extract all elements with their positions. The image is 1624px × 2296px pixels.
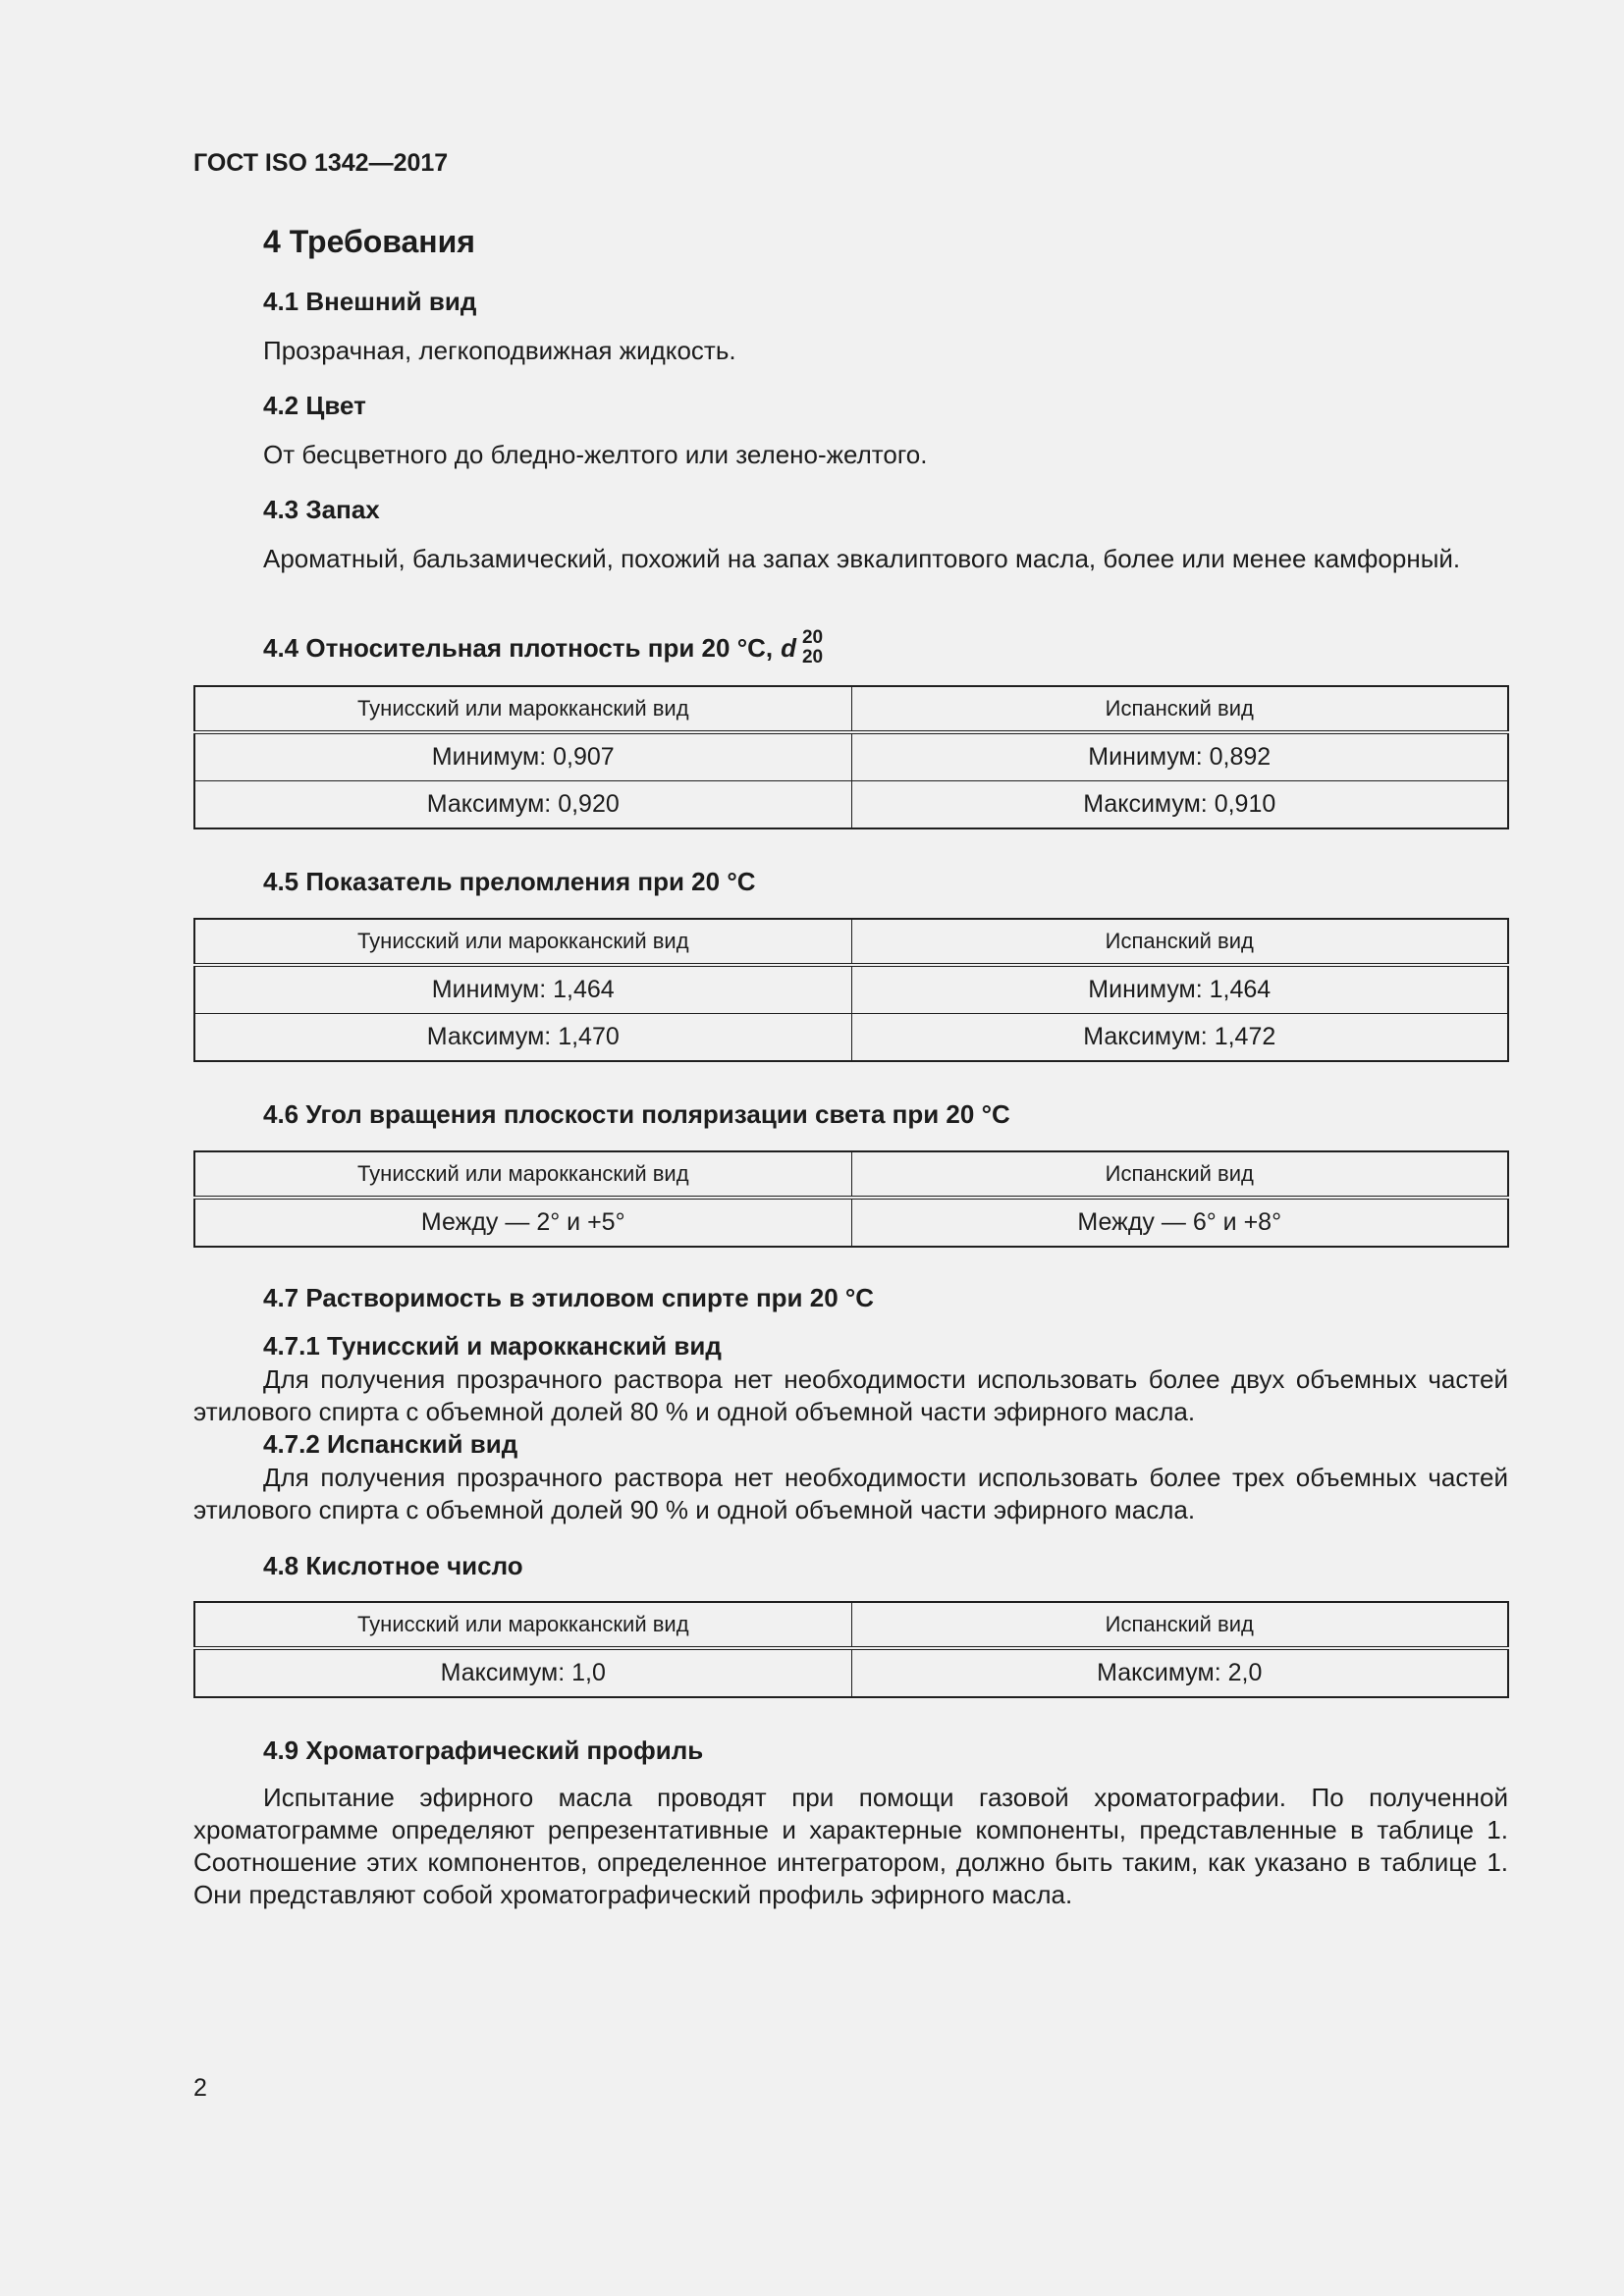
table-row (194, 965, 1508, 1014)
header-cell: Тунисский или марокканский вид (194, 686, 851, 732)
header-cell: Тунисский или марокканский вид (194, 1151, 851, 1198)
table-cell: Минимум: 1,464 (194, 965, 851, 1014)
table-cell: Максимум: 0,910 (851, 781, 1508, 829)
heading-4-4-text: 4.4 Относительная плотность при 20 °C, (263, 632, 774, 663)
table-cell: Минимум: 1,464 (851, 965, 1508, 1014)
table-cell: Максимум: 1,470 (194, 1014, 851, 1062)
text-4-2: От бесцветного до бледно-желтого или зелено-желтого. (263, 440, 928, 469)
header-cell: Тунисский или марокканский вид (194, 919, 851, 965)
document-code: ГОСТ ISO 1342—2017 (193, 149, 449, 177)
text-4-7-1: Для получения прозрачного раствора нет необходимости использовать более двух объемных частей этилового спирта с объемной долей 80 % и одной объемной части эфирного масла. (193, 1364, 1508, 1426)
density-symbol: d (781, 632, 796, 663)
table-header-row (194, 919, 1508, 965)
table-cell: Минимум: 0,907 (194, 732, 851, 781)
header-cell: Испанский вид (851, 919, 1508, 965)
heading-4-8: 4.8 Кислотное число (263, 1551, 523, 1580)
table-optical-rotation (193, 1150, 1509, 1248)
heading-4-4 (263, 628, 823, 667)
table-cell: Между — 6° и +8° (851, 1198, 1508, 1247)
table-cell: Минимум: 0,892 (851, 732, 1508, 781)
density-sub: 20 (801, 647, 824, 667)
table-cell: Максимум: 0,920 (194, 781, 851, 829)
table-cell: Между — 2° и +5° (194, 1198, 851, 1247)
table-cell: Максимум: 1,0 (194, 1648, 851, 1697)
text-4-3: Ароматный, бальзамический, похожий на запах эвкалиптового масла, более или менее камфорный. (263, 544, 1461, 573)
table-row (194, 1014, 1508, 1062)
heading-4-1: 4.1 Внешний вид (263, 287, 477, 316)
table-row (194, 1198, 1508, 1247)
table-cell: Максимум: 1,472 (851, 1014, 1508, 1062)
table-row (194, 1648, 1508, 1697)
heading-4-5: 4.5 Показатель преломления при 20 °C (263, 867, 756, 896)
text-4-1: Прозрачная, легкоподвижная жидкость. (263, 336, 736, 365)
table-row (194, 781, 1508, 829)
text-4-7-2: Для получения прозрачного раствора нет необходимости использовать более трех объемных частей этилового спирта с объемной долей 90 % и одной объемной части эфирного масла. (193, 1463, 1508, 1524)
section-title: 4 Требования (263, 224, 475, 259)
table-cell: Максимум: 2,0 (851, 1648, 1508, 1697)
page-number: 2 (193, 2074, 207, 2102)
table-acid-value (193, 1601, 1509, 1698)
table-header-row (194, 686, 1508, 732)
heading-4-2: 4.2 Цвет (263, 391, 366, 420)
table-header-row (194, 1602, 1508, 1648)
header-cell: Тунисский или марокканский вид (194, 1602, 851, 1648)
heading-4-6: 4.6 Угол вращения плоскости поляризации света при 20 °C (263, 1099, 1010, 1129)
heading-4-9: 4.9 Хроматографический профиль (263, 1735, 704, 1765)
table-refractive-index (193, 918, 1509, 1062)
table-row (194, 732, 1508, 781)
density-temperature-fraction (802, 628, 823, 667)
header-cell: Испанский вид (851, 1151, 1508, 1198)
density-sup: 20 (801, 627, 824, 648)
heading-4-7: 4.7 Растворимость в этиловом спирте при 20 °C (263, 1283, 875, 1312)
table-density (193, 685, 1509, 829)
heading-4-7-1: 4.7.1 Тунисский и марокканский вид (263, 1331, 722, 1361)
heading-4-3: 4.3 Запах (263, 495, 380, 524)
header-cell: Испанский вид (851, 1602, 1508, 1648)
heading-4-7-2: 4.7.2 Испанский вид (263, 1429, 518, 1459)
table-header-row (194, 1151, 1508, 1198)
header-cell: Испанский вид (851, 686, 1508, 732)
text-4-9: Испытание эфирного масла проводят при помощи газовой хроматографии. По полученной хроматограмме определяют репрезентативные и характерные компоненты, представленные в таблице 1. Соотношение этих компонентов, определенное интегратором, должно быть таким, как указано в таблице 1. Они представляют собой хроматографический профиль эфирного масла. (193, 1783, 1508, 1909)
